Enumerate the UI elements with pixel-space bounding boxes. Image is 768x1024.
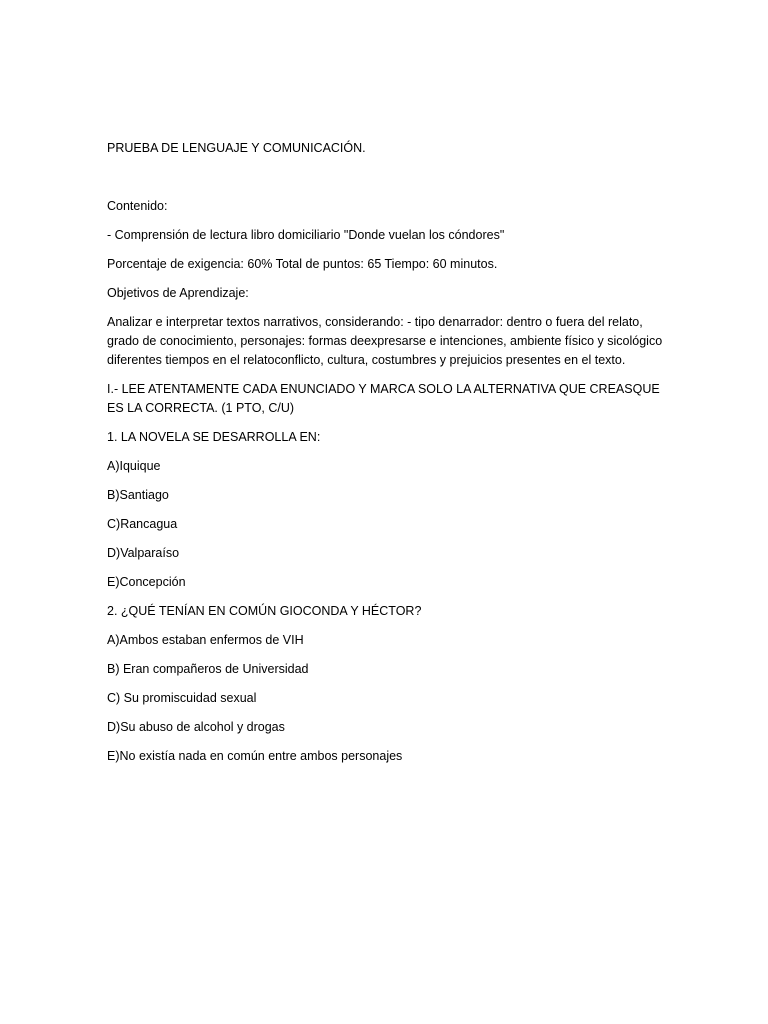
question-option: D)Su abuso de alcohol y drogas [107,720,285,734]
question-option: A)Iquique [107,459,161,473]
question-option: B)Santiago [107,488,169,502]
document-title: PRUEBA DE LENGUAJE Y COMUNICACIÓN. [107,141,366,155]
question-option: C) Su promiscuidad sexual [107,691,257,705]
question-option: C)Rancagua [107,517,178,531]
document-page [107,139,667,766]
question-option: B) Eran compañeros de Universidad [107,662,309,676]
question-1 [107,428,667,592]
content-item: - Comprensión de lectura libro domiciliario "Donde vuelan los cóndores" [107,228,505,242]
requirements-text: Porcentaje de exigencia: 60% Total de puntos: 65 Tiempo: 60 minutos. [107,257,498,271]
question-option: D)Valparaíso [107,546,180,560]
objectives-label: Objetivos de Aprendizaje: [107,286,249,300]
question-option: E)Concepción [107,575,186,589]
question-option: A)Ambos estaban enfermos de VIH [107,633,304,647]
question-prompt: 2. ¿QUÉ TENÍAN EN COMÚN GIOCONDA Y HÉCTOR? [107,604,422,618]
objectives-text: Analizar e interpretar textos narrativos, considerando: - tipo denarrador: dentro o fuera del relato, grado de conocimiento, personajes: formas deexpresarse e intenciones, ambiente físico y sicológico diferentes tiempos en el relatoconflicto, cultura, costumbres y prejuicios presentes en el texto. [107,315,663,367]
content-label: Contenido: [107,199,168,213]
question-prompt: 1. LA NOVELA SE DESARROLLA EN: [107,430,321,444]
section-instructions: I.- LEE ATENTAMENTE CADA ENUNCIADO Y MARCA SOLO LA ALTERNATIVA QUE CREASQUE ES LA CORRECTA. (1 PTO, C/U) [107,382,660,415]
question-option: E)No existía nada en común entre ambos personajes [107,749,403,763]
question-2 [107,602,667,766]
